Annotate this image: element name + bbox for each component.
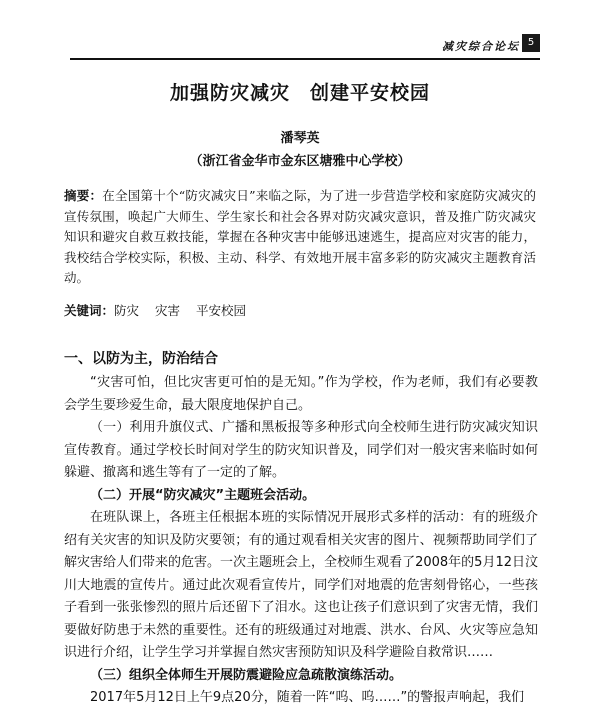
header-rule (70, 58, 540, 60)
abstract-label: 摘要： (64, 188, 103, 203)
author-affiliation: （浙江省金华市金东区塘雅中心学校） (189, 154, 411, 169)
article-author: 潘琴英 (280, 131, 320, 146)
abstract-text: 在全国第十个“防灾减灾日”来临之际，为了进一步营造学校和家庭防灾减灾的宣传氛围，唤起广大师生、学生家长和社会各界对防灾减灾意识，普及推广防灾减灾知识和避灾自救互救技能，掌握在各种灾害中能够迅速逃生，提高应对灾害的能力，我校结合学校实际，积极、主动、科学、有效地开展丰富多彩的防灾减灾主题教育活动。 (64, 188, 536, 285)
subsection-heading: （三）组织全体师生开展防震避险应急疏散演练活动。 (90, 667, 403, 683)
keyword: 灾害 (155, 303, 181, 318)
body-paragraph: “灾害可怕，但比灾害更可怕的是无知。”作为学校，作为老师，我们有必要教会学生要珍爱生命，最大限度地保护自己。 (64, 375, 538, 413)
keyword: 防灾 (114, 303, 140, 318)
article-title: 加强防灾减灾 创建平安校园 (169, 82, 430, 104)
keywords-label: 关键词： (64, 303, 115, 318)
journal-section-tag: 减灾综合论坛 (442, 40, 520, 53)
body-paragraph: 在班队课上，各班主任根据本班的实际情况开展形式多样的活动：有的班级介绍有关灾害的知识及防灾要领；有的通过观看相关灾害的图片、视频帮助同学们了解灾害给人们带来的危害。一次主题班会上，全校师生观看了2008年的5月12日汶川大地震的宣传片。通过此次观看宣传片，同学们对地震的危害刻骨铭心，一些孩子看到一张张惨烈的照片后还留下了泪水。这也让孩子们意识到了灾害无情，我们要做好防患于未然的重要性。还有的班级通过对地震、洪水、台风、火灾等应急知识进行介绍，让学生学习并掌握自然灾害预防知识及科学避险自救常识…… (64, 510, 538, 660)
abstract-block (64, 186, 536, 289)
keywords-block (64, 302, 536, 320)
body-paragraph: （一）利用升旗仪式、广播和黑板报等多种形式向全校师生进行防灾减灾知识宣传教育。通过学校长时间对学生的防灾知识普及，同学们对一般灾害来临时如何躲避、撤离和逃生等有了一定的了解。 (64, 420, 538, 480)
body-paragraph: 2017年5月12日上午9点20分，随着一阵“呜、呜……”的警报声响起，我们 (90, 690, 525, 705)
page-number-badge: 5 (522, 34, 540, 52)
keyword: 平安校园 (196, 303, 247, 318)
subsection-heading: （二）开展“防灾减灾”主题班会活动。 (90, 487, 316, 503)
article-body (64, 372, 538, 710)
section-heading: 一、以防为主，防治结合 (64, 351, 218, 367)
